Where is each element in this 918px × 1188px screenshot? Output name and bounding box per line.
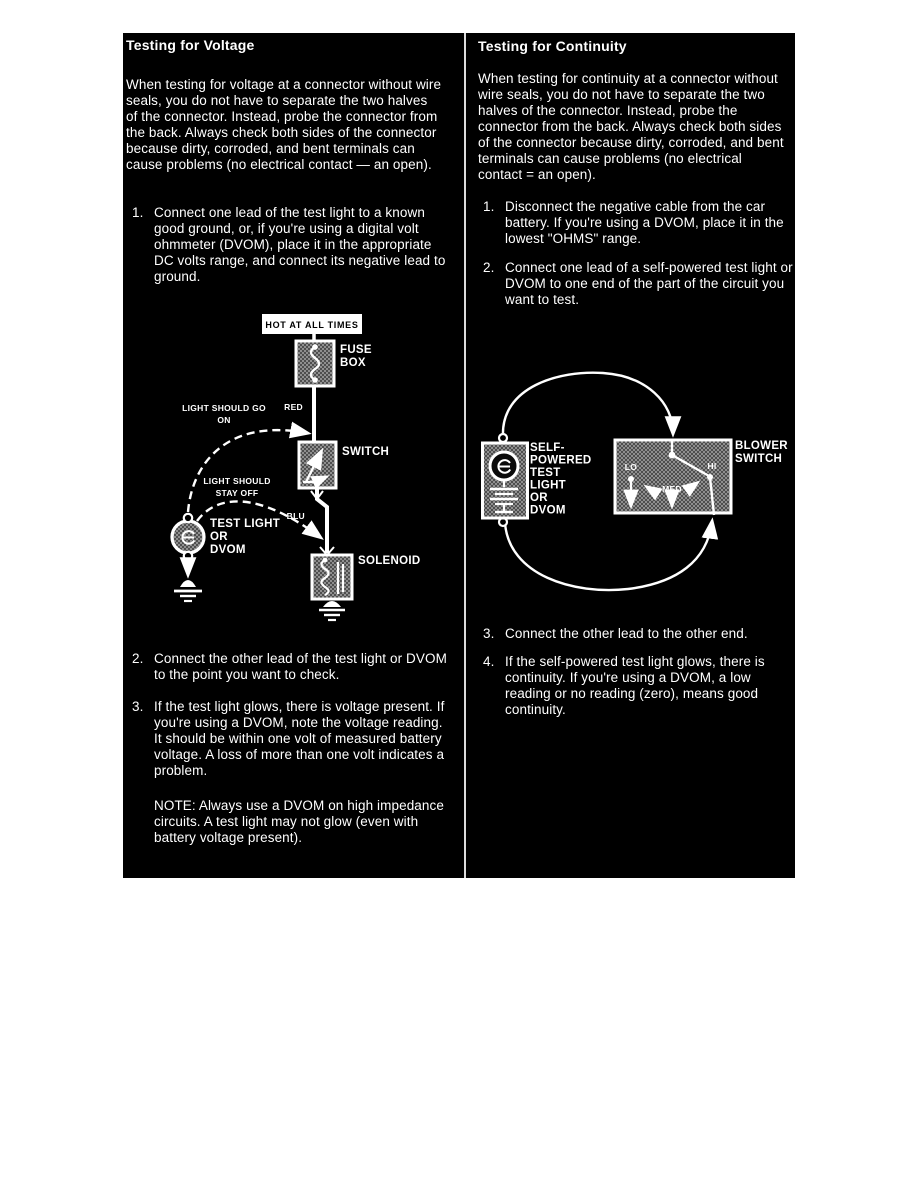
continuity-test-diagram <box>481 363 795 607</box>
hot-at-all-times-tag <box>262 314 362 341</box>
voltage-intro-paragraph: When testing for voltage at a connector without wire seals, you do not have to separate the two halves of the connector. Instead, probe the connector from the back. Always check both sides of the connector because dirty, corroded, and bent terminals can cause problems (no electrical contact — an open). <box>126 77 442 172</box>
step-text: Connect the other lead to the other end. <box>505 626 748 641</box>
svg-text:LIGHT SHOULD: LIGHT SHOULD <box>203 476 271 486</box>
tester-label-line2: POWERED <box>530 454 592 467</box>
switch-label: SWITCH <box>342 446 390 458</box>
tester-label-line4: LIGHT <box>530 479 566 492</box>
test-light-label-line3: DVOM <box>210 544 246 556</box>
step-text: If the test light glows, there is voltage present. If you're using a DVOM, note the voltage reading. It should be within one volt of measured battery voltage. A loss of more than one volt indicates a problem. <box>154 699 445 778</box>
continuity-section-title: Testing for Continuity <box>478 38 627 54</box>
tester-label-line1: SELF- <box>530 442 565 454</box>
blower-position-lo: LO <box>624 462 638 472</box>
hot-at-all-times-label: HOT AT ALL TIMES <box>265 320 359 330</box>
red-wire-label: RED <box>284 402 303 412</box>
step-number: 2. <box>483 260 495 275</box>
solenoid-symbol <box>312 555 352 620</box>
svg-text:ON: ON <box>217 415 231 425</box>
step-number: 1. <box>483 199 495 214</box>
svg-text:STAY OFF: STAY OFF <box>215 488 259 498</box>
blower-position-med: MED <box>662 484 682 494</box>
continuity-step-2 <box>483 260 793 308</box>
blue-wire <box>311 488 334 555</box>
blower-position-hi: HI <box>707 461 717 471</box>
step-number: 3. <box>483 626 495 641</box>
voltage-test-diagram <box>140 308 470 630</box>
fuse-box-label-line2: BOX <box>340 357 366 369</box>
scanned-page-panel <box>123 33 795 878</box>
step-text: Connect the other lead of the test light or DVOM to the point you want to check. <box>154 651 447 682</box>
self-powered-test-light-symbol <box>483 443 528 518</box>
svg-text:LIGHT SHOULD GO: LIGHT SHOULD GO <box>182 403 266 413</box>
continuity-intro-paragraph: When testing for continuity at a connector without wire seals, you do not have to separate the two halves of the connector. Instead, probe the connector from the back. Always check both sides of the connector because dirty, corroded, and bent terminals can cause problems (no electrical contact = an open). <box>478 71 784 182</box>
voltage-step-1 <box>132 205 450 285</box>
step-text: Connect one lead of the test light to a known good ground, or, if you're using a digital volt ohmmeter (DVOM), place it in the appropriate DC volts range, and connect its negative lead to ground. <box>154 205 446 284</box>
step-text: If the self-powered test light glows, there is continuity. If you're using a DVOM, a low reading or no reading (zero), means good continuity. <box>505 654 765 717</box>
blue-wire-label: BLU <box>286 511 305 521</box>
test-light-label-line1: TEST LIGHT <box>210 518 281 530</box>
blower-switch-label-line2: SWITCH <box>735 453 783 465</box>
blower-switch-label-line1: BLOWER <box>735 440 788 452</box>
tester-label-line6: DVOM <box>530 504 566 517</box>
tester-label-line5: OR <box>530 492 548 504</box>
test-light-symbol <box>172 514 204 601</box>
voltage-note: NOTE: Always use a DVOM on high impedance circuits. A test light may not glow (even with battery voltage present). <box>154 798 444 845</box>
fuse-box-symbol <box>296 341 334 386</box>
step-number: 1. <box>132 205 144 220</box>
continuity-step-4 <box>483 654 793 718</box>
continuity-step-3 <box>483 626 793 642</box>
continuity-step-1 <box>483 199 793 247</box>
voltage-section-title: Testing for Voltage <box>126 37 255 53</box>
switch-symbol <box>299 442 336 488</box>
voltage-step-3 <box>132 699 450 779</box>
solenoid-label: SOLENOID <box>358 555 421 567</box>
step-number: 2. <box>132 651 144 666</box>
fuse-box-label-line1: FUSE <box>340 344 372 356</box>
step-text: Disconnect the negative cable from the car battery. If you're using a DVOM, place it in the lowest "OHMS" range. <box>505 199 784 246</box>
blower-switch-symbol <box>615 440 731 515</box>
step-text: Connect one lead of a self-powered test light or DVOM to one end of the part of the circuit you want to test. <box>505 260 793 307</box>
test-light-label-line2: OR <box>210 531 228 543</box>
step-number: 4. <box>483 654 495 669</box>
voltage-step-2 <box>132 651 450 683</box>
step-number: 3. <box>132 699 144 714</box>
tester-label-line3: TEST <box>530 467 561 479</box>
